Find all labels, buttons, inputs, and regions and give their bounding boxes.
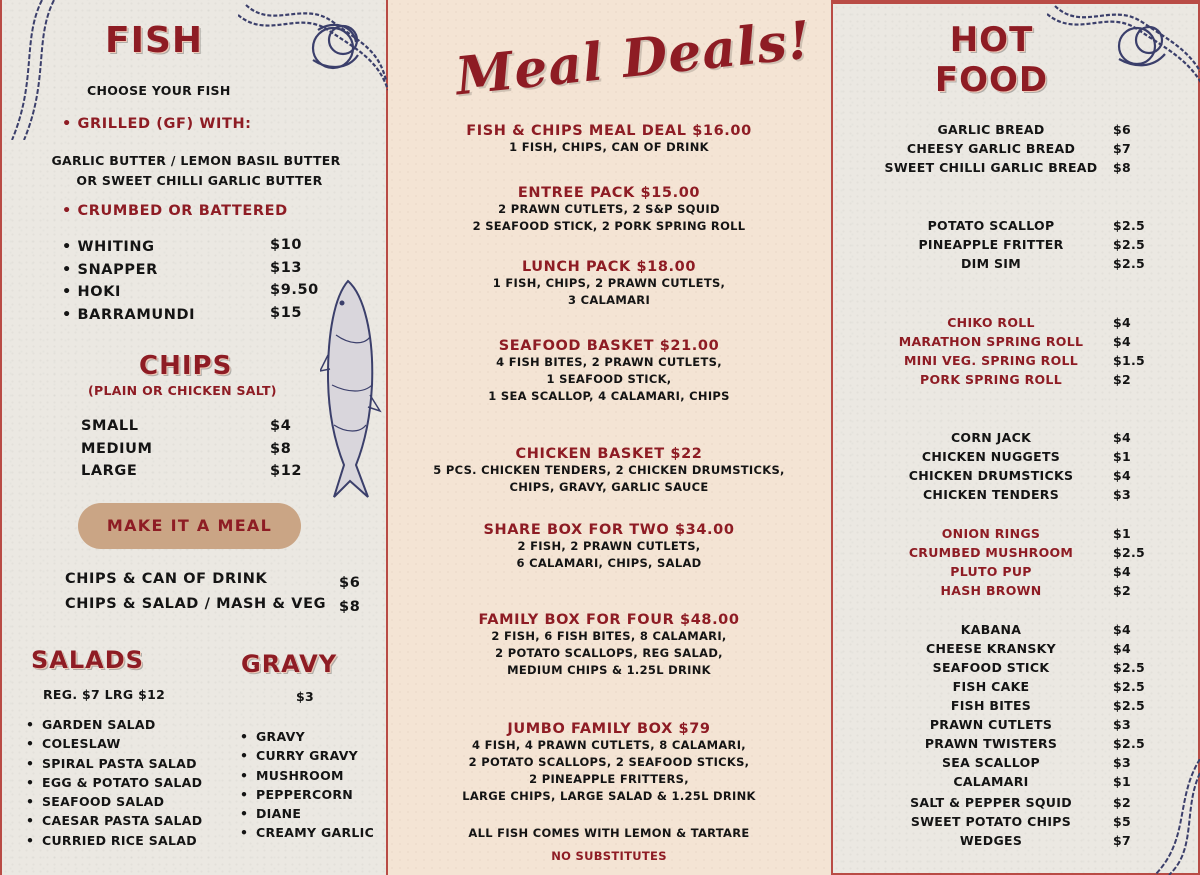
deal-line: 1 FISH, CHIPS, 2 PRAWN CUTLETS, <box>492 276 726 290</box>
fish-item-name: HOKI <box>77 284 122 300</box>
deal-line: 2 FISH, 2 PRAWN CUTLETS, <box>517 539 701 553</box>
salads-list <box>24 715 202 850</box>
hot-food-item <box>833 814 1200 833</box>
hot-food-item-price: $2 <box>1113 795 1131 810</box>
grilled-option: • GRILLED (GF) WITH: <box>62 116 252 132</box>
hot-food-item-name: PRAWN TWISTERS <box>924 736 1058 751</box>
meal-deals-heading: Meal Deals! <box>452 9 815 108</box>
hot-food-item-price: $2.5 <box>1113 545 1146 560</box>
hot-food-panel <box>831 0 1200 875</box>
fish-item-price: $10 <box>270 237 303 253</box>
deal-card <box>388 612 830 679</box>
gravy-item: • DIANE <box>238 804 374 823</box>
hot-food-item <box>833 430 1200 449</box>
hot-food-item-price: $5 <box>1113 814 1131 829</box>
deal-card <box>388 338 830 405</box>
hot-food-item <box>833 717 1200 736</box>
hot-food-item-price: $2.5 <box>1113 256 1146 271</box>
hot-food-item-price: $2 <box>1113 372 1131 387</box>
hot-food-item <box>833 698 1200 717</box>
crumbed-option: • CRUMBED OR BATTERED <box>62 203 288 219</box>
hot-food-item-name: CHICKEN NUGGETS <box>921 449 1061 464</box>
meal-options <box>65 567 326 617</box>
hot-food-item-price: $4 <box>1113 334 1131 349</box>
hot-food-item <box>833 315 1200 334</box>
salads-prices: REG. $7 LRG $12 <box>43 687 166 702</box>
hot-food-item <box>833 545 1200 564</box>
hot-food-item <box>833 833 1200 852</box>
hot-food-item-name: ONION RINGS <box>941 526 1041 541</box>
fish-price-list <box>270 234 319 324</box>
hot-food-item-price: $2 <box>1113 583 1131 598</box>
butters-line-1: GARLIC BUTTER / LEMON BASIL BUTTER <box>51 153 341 168</box>
hot-food-item-name: CHICKEN TENDERS <box>922 487 1060 502</box>
hot-food-item-name: CHEESY GARLIC BREAD <box>906 141 1076 156</box>
footer-warning: NO SUBSTITUTES <box>551 849 667 863</box>
hot-food-item <box>833 755 1200 774</box>
hot-food-heading-line: HOT <box>949 20 1034 60</box>
salad-item: • CAESAR PASTA SALAD <box>24 811 202 830</box>
deal-card <box>388 185 830 235</box>
hot-food-item-price: $1 <box>1113 449 1131 464</box>
salads-heading: SALADS <box>31 646 144 674</box>
hot-food-item <box>833 660 1200 679</box>
hot-food-item-name: CHICKEN DRUMSTICKS <box>908 468 1074 483</box>
deal-line: LARGE CHIPS, LARGE SALAD & 1.25L DRINK <box>462 789 756 803</box>
hot-food-item-name: WEDGES <box>959 833 1023 848</box>
chips-size-price: $4 <box>270 418 292 434</box>
hot-food-heading-line: FOOD <box>934 60 1049 100</box>
fish-list <box>62 236 195 326</box>
salad-item: • CURRIED RICE SALAD <box>24 831 202 850</box>
deal-line: 2 PINEAPPLE FRITTERS, <box>529 772 689 786</box>
hot-food-item <box>833 256 1200 275</box>
hot-food-item-price: $2.5 <box>1113 679 1146 694</box>
hot-food-item-name: SALT & PEPPER SQUID <box>910 795 1072 810</box>
hot-food-item-name: GARLIC BREAD <box>937 122 1045 137</box>
chips-size-name: MEDIUM <box>81 440 153 457</box>
gravy-heading: GRAVY <box>241 650 338 678</box>
chips-size-price: $12 <box>270 463 303 479</box>
hot-food-item <box>833 237 1200 256</box>
hot-food-item <box>833 160 1200 179</box>
hot-food-item <box>833 487 1200 506</box>
gravy-item: • CREAMY GARLIC <box>238 823 374 842</box>
hot-food-item <box>833 449 1200 468</box>
salad-item: • SPIRAL PASTA SALAD <box>24 754 202 773</box>
deal-line: 6 CALAMARI, CHIPS, SALAD <box>516 556 702 570</box>
hot-food-item <box>833 141 1200 160</box>
deal-card <box>388 259 830 309</box>
salad-item: • EGG & POTATO SALAD <box>24 773 202 792</box>
butters-line-2: OR SWEET CHILLI GARLIC BUTTER <box>76 173 323 188</box>
deal-line: MEDIUM CHIPS & 1.25L DRINK <box>507 663 711 677</box>
hot-food-item-name: SWEET POTATO CHIPS <box>910 814 1072 829</box>
meal-option-name: CHIPS & CAN OF DRINK <box>65 571 268 587</box>
hot-food-item-price: $3 <box>1113 487 1131 502</box>
fish-item-name: WHITING <box>77 239 155 255</box>
fish-item: • BARRAMUNDI <box>62 306 196 323</box>
fish-item: • HOKI <box>62 284 122 300</box>
fish-item-name: BARRAMUNDI <box>77 306 196 323</box>
hot-food-item-price: $3 <box>1113 755 1131 770</box>
hot-food-item-name: POTATO SCALLOP <box>927 218 1055 233</box>
fish-item-name: SNAPPER <box>77 261 158 278</box>
hot-food-item <box>833 353 1200 372</box>
hot-food-item-name: CHEESE KRANSKY <box>926 641 1056 656</box>
hot-food-item-price: $7 <box>1113 141 1131 156</box>
hot-food-item-price: $2.5 <box>1113 736 1146 751</box>
hot-food-item-price: $1 <box>1113 774 1131 789</box>
deal-line: 1 SEAFOOD STICK, <box>546 372 672 386</box>
deal-title: LUNCH PACK $18.00 <box>521 259 697 275</box>
deal-line: CHIPS, GRAVY, GARLIC SAUCE <box>509 480 709 494</box>
hot-food-item <box>833 564 1200 583</box>
hot-food-item-name: PLUTO PUP <box>950 564 1032 579</box>
deal-line: 5 PCS. CHICKEN TENDERS, 2 CHICKEN DRUMSTICKS, <box>433 463 785 477</box>
hot-food-item <box>833 774 1200 793</box>
hot-food-item-name: SWEET CHILLI GARLIC BREAD <box>884 160 1098 175</box>
hot-food-item <box>833 736 1200 755</box>
deal-line: 2 FISH, 6 FISH BITES, 8 CALAMARI, <box>491 629 727 643</box>
hot-food-item-name: CRUMBED MUSHROOM <box>908 545 1074 560</box>
deal-line: 1 FISH, CHIPS, CAN OF DRINK <box>509 140 709 154</box>
hot-food-item-name: PRAWN CUTLETS <box>929 717 1053 732</box>
hot-food-heading <box>909 20 1074 100</box>
fish-illustration-icon <box>320 275 382 503</box>
hot-food-item <box>833 122 1200 141</box>
deal-line: 4 FISH BITES, 2 PRAWN CUTLETS, <box>496 355 722 369</box>
meal-option-price: $6 <box>339 575 361 591</box>
hot-food-item <box>833 622 1200 641</box>
hot-food-item-name: DIM SIM <box>960 256 1021 271</box>
deal-line: 2 SEAFOOD STICK, 2 PORK SPRING ROLL <box>472 219 746 233</box>
hot-food-item-price: $2.5 <box>1113 660 1146 675</box>
gravy-item: • GRAVY <box>238 727 374 746</box>
hot-food-item <box>833 641 1200 660</box>
deal-title: FISH & CHIPS MEAL DEAL $16.00 <box>466 123 752 139</box>
fish-chips-panel <box>0 0 388 875</box>
hot-food-item-price: $3 <box>1113 717 1131 732</box>
hot-food-item-name: KABANA <box>960 622 1022 637</box>
deal-line: 2 POTATO SCALLOPS, 2 SEAFOOD STICKS, <box>468 755 750 769</box>
deal-title: SHARE BOX FOR TWO $34.00 <box>483 522 735 538</box>
chips-price-list <box>270 415 302 483</box>
meal-option-name: CHIPS & SALAD / MASH & VEG <box>65 596 327 612</box>
hot-food-item <box>833 795 1200 814</box>
salad-item: • SEAFOOD SALAD <box>24 792 202 811</box>
hot-food-item-name: PINEAPPLE FRITTER <box>918 237 1064 252</box>
deal-title: ENTREE PACK $15.00 <box>517 185 701 201</box>
deal-card <box>388 123 830 156</box>
hot-food-item <box>833 583 1200 602</box>
hot-food-item-name: CORN JACK <box>950 430 1032 445</box>
hot-food-item-name: MARATHON SPRING ROLL <box>898 334 1084 349</box>
fish-heading: FISH <box>105 20 204 61</box>
rope-knot-icon <box>238 0 388 120</box>
fish-item-price: $13 <box>270 259 303 276</box>
chips-size-price: $8 <box>270 440 292 457</box>
meal-prices <box>339 571 360 619</box>
hot-food-item <box>833 526 1200 545</box>
hot-food-item-price: $4 <box>1113 641 1131 656</box>
choose-fish-label: CHOOSE YOUR FISH <box>87 83 231 98</box>
fish-item-price: $15 <box>270 304 303 321</box>
salad-item: • COLESLAW <box>24 734 202 753</box>
deal-card <box>388 721 830 805</box>
deal-title: FAMILY BOX FOR FOUR $48.00 <box>478 612 740 628</box>
hot-food-item-price: $4 <box>1113 430 1131 445</box>
hot-food-item-price: $1 <box>1113 526 1131 541</box>
gravy-price: $3 <box>296 689 314 704</box>
chips-size-list <box>81 415 153 483</box>
hot-food-item-price: $2.5 <box>1113 237 1146 252</box>
gravy-item: • CURRY GRAVY <box>238 746 374 765</box>
hot-food-item-price: $4 <box>1113 468 1131 483</box>
hot-food-item-price: $1.5 <box>1113 353 1146 368</box>
hot-food-item <box>833 218 1200 237</box>
gravy-list <box>238 727 374 843</box>
hot-food-item-price: $6 <box>1113 122 1131 137</box>
hot-food-item-price: $2.5 <box>1113 698 1146 713</box>
rope-left-icon <box>2 0 62 140</box>
grilled-label: GRILLED (GF) WITH: <box>77 116 252 132</box>
make-it-a-meal-badge: MAKE IT A MEAL <box>78 503 301 549</box>
fish-item: • SNAPPER <box>62 261 158 278</box>
hot-food-item <box>833 334 1200 353</box>
deal-title: SEAFOOD BASKET $21.00 <box>498 338 720 354</box>
gravy-item: • MUSHROOM <box>238 766 374 785</box>
hot-food-item <box>833 679 1200 698</box>
chips-heading: CHIPS <box>139 351 233 381</box>
hot-food-item-name: MINI VEG. SPRING ROLL <box>903 353 1079 368</box>
hot-food-item-name: CHIKO ROLL <box>947 315 1035 330</box>
hot-food-item-price: $4 <box>1113 564 1131 579</box>
hot-food-item-name: FISH CAKE <box>952 679 1030 694</box>
deal-line: 1 SEA SCALLOP, 4 CALAMARI, CHIPS <box>488 389 730 403</box>
fish-item-price: $9.50 <box>270 282 319 298</box>
deal-title: CHICKEN BASKET $22 <box>515 446 703 462</box>
salad-item: • GARDEN SALAD <box>24 715 202 734</box>
chips-size-name: SMALL <box>81 418 139 434</box>
gravy-item: • PEPPERCORN <box>238 785 374 804</box>
fish-item: • WHITING <box>62 239 155 255</box>
deal-line: 3 CALAMARI <box>567 293 651 307</box>
hot-food-item-name: SEA SCALLOP <box>942 755 1040 770</box>
chips-subtitle: (PLAIN OR CHICKEN SALT) <box>88 383 277 398</box>
hot-food-item-name: SEAFOOD STICK <box>932 660 1050 675</box>
hot-food-item-name: PORK SPRING ROLL <box>920 372 1062 387</box>
footer-note: ALL FISH COMES WITH LEMON & TARTARE <box>468 826 750 840</box>
hot-food-item-price: $8 <box>1113 160 1131 175</box>
meal-deals-panel <box>388 0 830 875</box>
deal-line: 2 PRAWN CUTLETS, 2 S&P SQUID <box>498 202 720 216</box>
chips-size-name: LARGE <box>81 463 138 479</box>
crumbed-label: CRUMBED OR BATTERED <box>77 203 288 219</box>
deal-title: JUMBO FAMILY BOX $79 <box>507 721 711 737</box>
hot-food-item <box>833 468 1200 487</box>
deal-line: 2 POTATO SCALLOPS, REG SALAD, <box>495 646 723 660</box>
deal-card <box>388 446 830 496</box>
hot-food-item-name: CALAMARI <box>953 774 1029 789</box>
hot-food-item-name: HASH BROWN <box>940 583 1042 598</box>
hot-food-item-price: $7 <box>1113 833 1131 848</box>
deal-line: 4 FISH, 4 PRAWN CUTLETS, 8 CALAMARI, <box>472 738 746 752</box>
meal-option-price: $8 <box>339 599 361 615</box>
hot-food-item-price: $4 <box>1113 622 1131 637</box>
deal-card <box>388 522 830 572</box>
hot-food-item <box>833 372 1200 391</box>
hot-food-item-price: $2.5 <box>1113 218 1146 233</box>
hot-food-item-price: $4 <box>1113 315 1131 330</box>
hot-food-item-name: FISH BITES <box>950 698 1032 713</box>
